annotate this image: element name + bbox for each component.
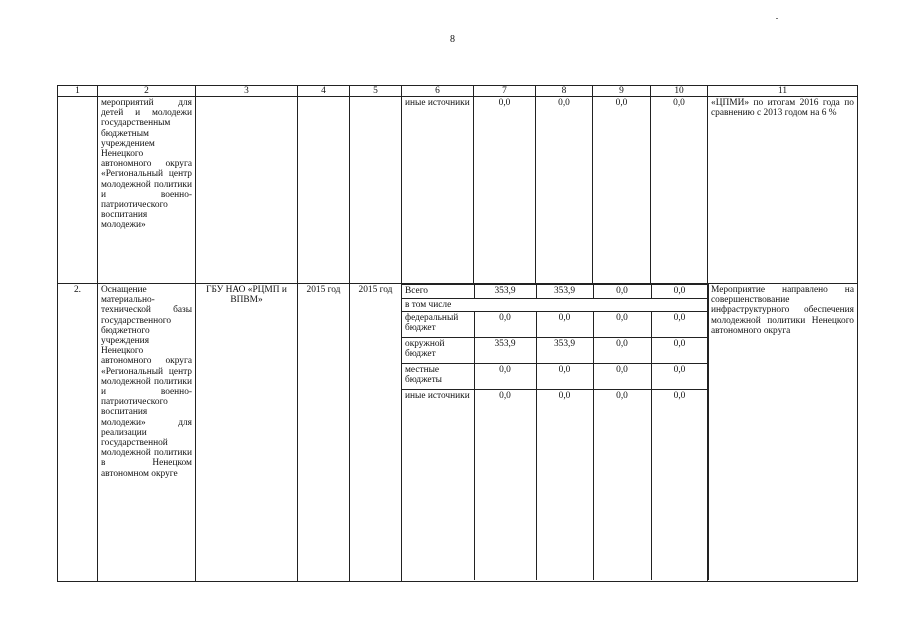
result-cell: «ЦПМИ» по итогам 2016 года по сравнению с 2013 годом на 6 % — [708, 97, 858, 284]
funding-source-label: в том числе — [402, 299, 708, 312]
column-header: 7 — [474, 86, 536, 97]
funding-block — [402, 284, 708, 582]
value-cell: 0,0 — [474, 364, 536, 390]
funding-source-label: Всего — [402, 285, 474, 299]
value-cell: 0,0 — [536, 364, 593, 390]
value-cell: 0,0 — [593, 97, 651, 284]
value-cell: 0,0 — [651, 390, 708, 580]
value-cell: 0,0 — [593, 312, 651, 338]
column-header: 2 — [98, 86, 196, 97]
column-header: 11 — [708, 86, 858, 97]
start-cell — [298, 97, 350, 284]
funding-row — [402, 312, 708, 338]
value-cell: 0,0 — [593, 338, 651, 364]
value-cell: 0,0 — [651, 285, 708, 299]
funding-row — [402, 364, 708, 390]
value-cell: 353,9 — [474, 285, 536, 299]
value-cell: 0,0 — [474, 312, 536, 338]
value-cell: 0,0 — [593, 364, 651, 390]
source-cell: иные источники — [402, 97, 474, 284]
program-table — [57, 85, 858, 582]
value-cell: 353,9 — [536, 285, 593, 299]
table-row-continuation — [58, 97, 858, 284]
row-number-cell — [58, 97, 98, 284]
end-cell — [350, 97, 402, 284]
column-header: 9 — [593, 86, 651, 97]
activity-cell: мероприятий для детей и молодежи государственным бюджетным учреждением Ненецкого автономного округа «Региональный центр молодежной политики и военно-патриотического воспитания молодежи» — [98, 97, 196, 284]
value-cell: 0,0 — [474, 97, 536, 284]
funding-row — [402, 299, 708, 312]
value-cell: 0,0 — [536, 312, 593, 338]
column-header: 3 — [196, 86, 298, 97]
column-header: 8 — [536, 86, 593, 97]
end-cell: 2015 год — [350, 284, 402, 582]
activity-cell: Оснащение материально-технической базы государственного бюджетного учреждения Ненецкого автономного округа «Региональный центр молодежной политики и военно-патриотического воспитания молодежи» для реализации государственной молодежной политики в Ненецком автономном округе — [98, 284, 196, 582]
funding-source-label: окружной бюджет — [402, 338, 474, 364]
executor-cell: ГБУ НАО «РЦМП и ВПВМ» — [196, 284, 298, 582]
column-header: 1 — [58, 86, 98, 97]
value-cell: 0,0 — [651, 97, 708, 284]
value-cell: 0,0 — [536, 390, 593, 580]
value-cell: 0,0 — [651, 364, 708, 390]
funding-subtable — [402, 284, 709, 580]
funding-source-label: иные источники — [402, 390, 474, 580]
funding-row — [402, 390, 708, 580]
scan-mark — [776, 18, 778, 19]
value-cell: 353,9 — [536, 338, 593, 364]
column-header: 4 — [298, 86, 350, 97]
funding-source-label: федеральный бюджет — [402, 312, 474, 338]
value-cell: 0,0 — [474, 390, 536, 580]
value-cell: 0,0 — [651, 338, 708, 364]
value-cell: 0,0 — [593, 285, 651, 299]
column-header: 6 — [402, 86, 474, 97]
executor-cell — [196, 97, 298, 284]
start-cell: 2015 год — [298, 284, 350, 582]
column-header: 5 — [350, 86, 402, 97]
table-row-2 — [58, 284, 858, 582]
value-cell: 0,0 — [536, 97, 593, 284]
value-cell: 353,9 — [474, 338, 536, 364]
row-number-cell: 2. — [58, 284, 98, 582]
funding-row — [402, 338, 708, 364]
page-number: 8 — [450, 34, 455, 45]
value-cell: 0,0 — [651, 312, 708, 338]
header-row — [58, 86, 858, 97]
funding-source-label: местные бюджеты — [402, 364, 474, 390]
value-cell: 0,0 — [593, 390, 651, 580]
result-cell: Мероприятие направлено на совершенствование инфраструктурного обеспечения молодежной политики Ненецкого автономного округа — [708, 284, 858, 582]
funding-row — [402, 285, 708, 299]
column-header: 10 — [651, 86, 708, 97]
